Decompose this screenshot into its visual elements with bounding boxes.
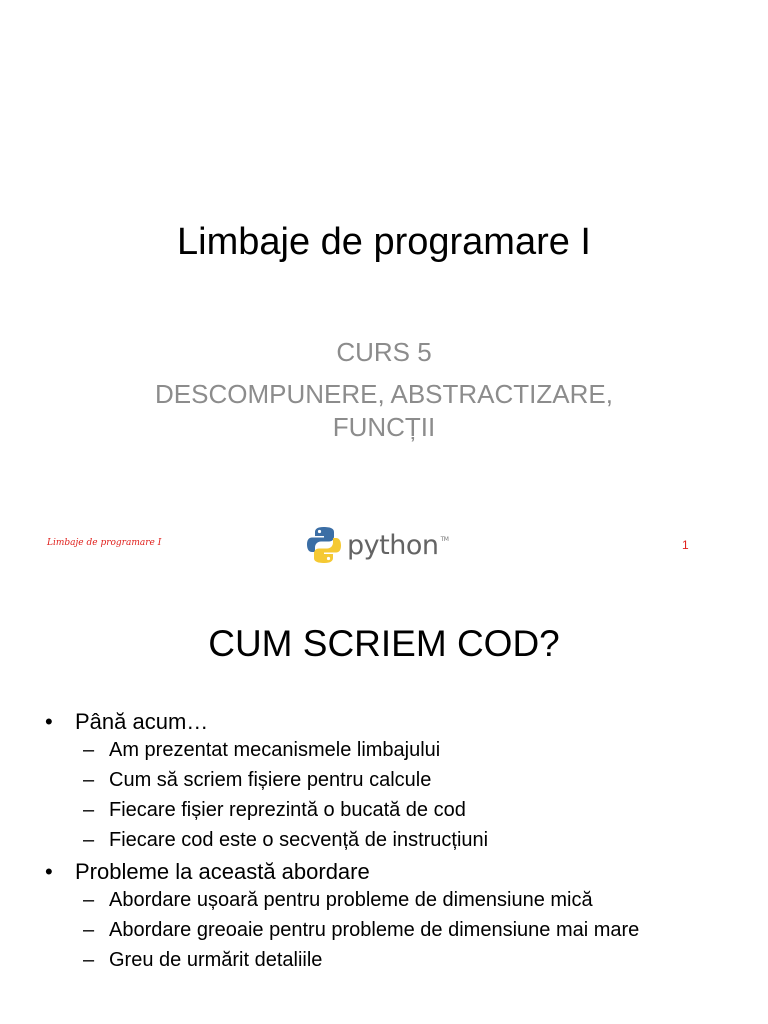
slide-title: CUM SCRIEM COD? bbox=[208, 623, 560, 664]
course-topic-line-2: FUNCȚII bbox=[332, 412, 436, 442]
sub-bullet-item: – Greu de urmărit detaliile bbox=[83, 949, 323, 971]
dash-icon: – bbox=[83, 949, 95, 971]
sub-bullet-item: – Fiecare fișier reprezintă o bucată de cod bbox=[83, 799, 466, 821]
trademark-mark: TM bbox=[440, 535, 449, 543]
bullet-dot-icon: • bbox=[45, 859, 53, 884]
bullet-list bbox=[45, 706, 735, 972]
python-logo bbox=[306, 522, 456, 568]
dash-icon: – bbox=[83, 739, 95, 761]
bullet-item: • Până acum… bbox=[45, 706, 735, 738]
bullet-dot-icon: • bbox=[45, 709, 53, 734]
python-logo-icon bbox=[306, 525, 342, 565]
bullet-item: • Probleme la această abordare bbox=[45, 856, 735, 888]
course-topic-line-1: DESCOMPUNERE, ABSTRACTIZARE, bbox=[155, 379, 613, 409]
sub-bullet-item: – Am prezentat mecanismele limbajului bbox=[83, 739, 441, 761]
bullet-group bbox=[45, 856, 735, 972]
sub-bullet-item: – Abordare greoaie pentru probleme de dimensiune mai mare bbox=[83, 919, 640, 941]
sub-bullet-item: – Cum să scriem fișiere pentru calcule bbox=[83, 769, 432, 791]
dash-icon: – bbox=[83, 829, 95, 851]
sub-bullet-item: – Abordare ușoară pentru probleme de dimensiune mică bbox=[83, 889, 593, 911]
footer-course-name: Limbaje de programare I bbox=[47, 538, 162, 548]
python-logo-wordmark: python TM bbox=[347, 529, 449, 561]
slide-subtitle bbox=[0, 334, 768, 444]
dash-icon: – bbox=[83, 799, 95, 821]
bullet-group bbox=[45, 706, 735, 852]
course-number: CURS 5 bbox=[336, 337, 432, 367]
sub-bullet-item: – Fiecare cod este o secvență de instrucțiuni bbox=[83, 829, 489, 851]
dash-icon: – bbox=[83, 889, 95, 911]
dash-icon: – bbox=[83, 769, 95, 791]
content-slide bbox=[0, 582, 768, 1024]
page-number: 1 bbox=[682, 538, 689, 552]
dash-icon: – bbox=[83, 919, 95, 941]
slide-title: Limbaje de programare I bbox=[177, 221, 591, 263]
